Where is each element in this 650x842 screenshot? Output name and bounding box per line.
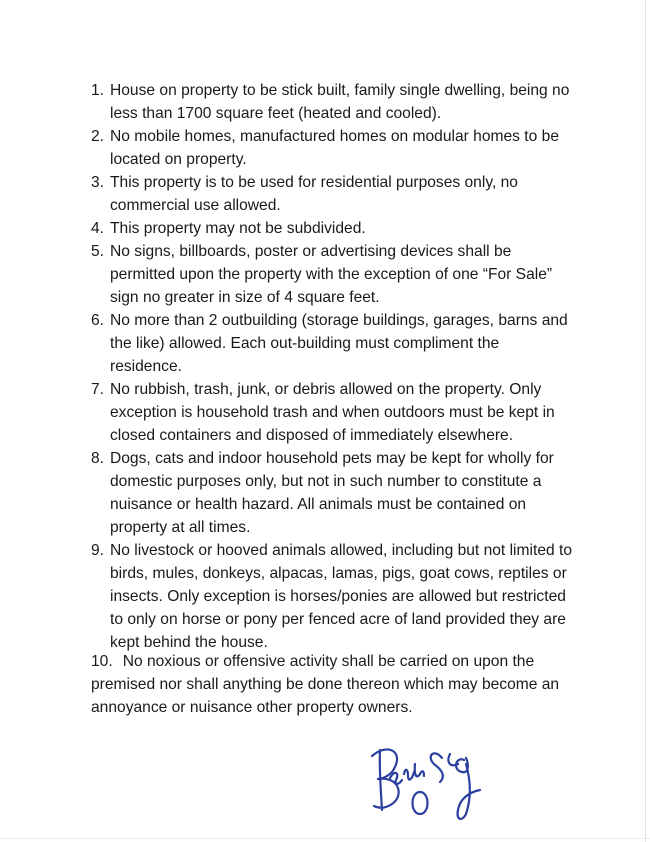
restriction-number: 1.	[91, 82, 105, 99]
restriction-text: This property is to be used for residential purposes only, no commercial use allowed.	[110, 174, 518, 214]
restriction-item-1	[0, 79, 572, 125]
restriction-number: 10.	[91, 653, 113, 670]
restriction-number: 2.	[91, 128, 105, 145]
restriction-text: No signs, billboards, poster or advertising devices shall be permitted upon the property with the exception of one “For Sale” sign no greater in size of 4 square feet.	[110, 243, 553, 306]
restriction-item-5	[0, 240, 572, 309]
restriction-number: 4.	[91, 220, 105, 237]
restriction-text: No noxious or offensive activity shall be carried on upon the premised nor shall anything be done thereon which may become an annoyance or nuisance other property owners.	[91, 653, 560, 716]
restriction-text: House on property to be stick built, family single dwelling, being no less than 1700 square feet (heated and cooled).	[110, 82, 570, 122]
restriction-number: 5.	[91, 243, 105, 260]
restriction-item-7	[0, 378, 572, 447]
restriction-number: 3.	[91, 174, 105, 191]
restriction-text: No livestock or hooved animals allowed, including but not limited to birds, mules, donkeys, alpacas, lamas, pigs, goat cows, reptiles or insects. Only exception is horses/ponies are allowed but restricted to only on horse or pony per fenced acre of land provided they are kept behind the house.	[110, 542, 572, 651]
restriction-text: Dogs, cats and indoor household pets may be kept for wholly for domestic purposes only, but not in such number to constitute a nuisance or health hazard. All animals must be contained on property at all times.	[110, 450, 554, 536]
restriction-item-2	[0, 125, 572, 171]
handwritten-signature-icon	[360, 734, 500, 824]
restriction-item-6	[0, 309, 572, 378]
restriction-text: No rubbish, trash, junk, or debris allowed on the property. Only exception is household trash and when outdoors must be kept in closed containers and disposed of immediately elsewhere.	[110, 381, 555, 444]
restriction-item-9	[0, 539, 572, 654]
restriction-text: This property may not be subdivided.	[110, 220, 366, 237]
restriction-item-8	[0, 447, 572, 539]
restriction-number: 7.	[91, 381, 105, 398]
restrictions-list	[0, 79, 650, 654]
restriction-item-3	[0, 171, 572, 217]
restriction-item-10	[91, 650, 561, 719]
restriction-text: No more than 2 outbuilding (storage buildings, garages, barns and the like) allowed. Each out-building must compliment the residence.	[110, 312, 568, 375]
page-edge-bottom	[0, 838, 650, 839]
restriction-number: 9.	[91, 542, 105, 559]
restriction-number: 6.	[91, 312, 105, 329]
restriction-text: No mobile homes, manufactured homes on modular homes to be located on property.	[110, 128, 559, 168]
restriction-item-4	[0, 217, 572, 240]
restriction-number: 8.	[91, 450, 105, 467]
